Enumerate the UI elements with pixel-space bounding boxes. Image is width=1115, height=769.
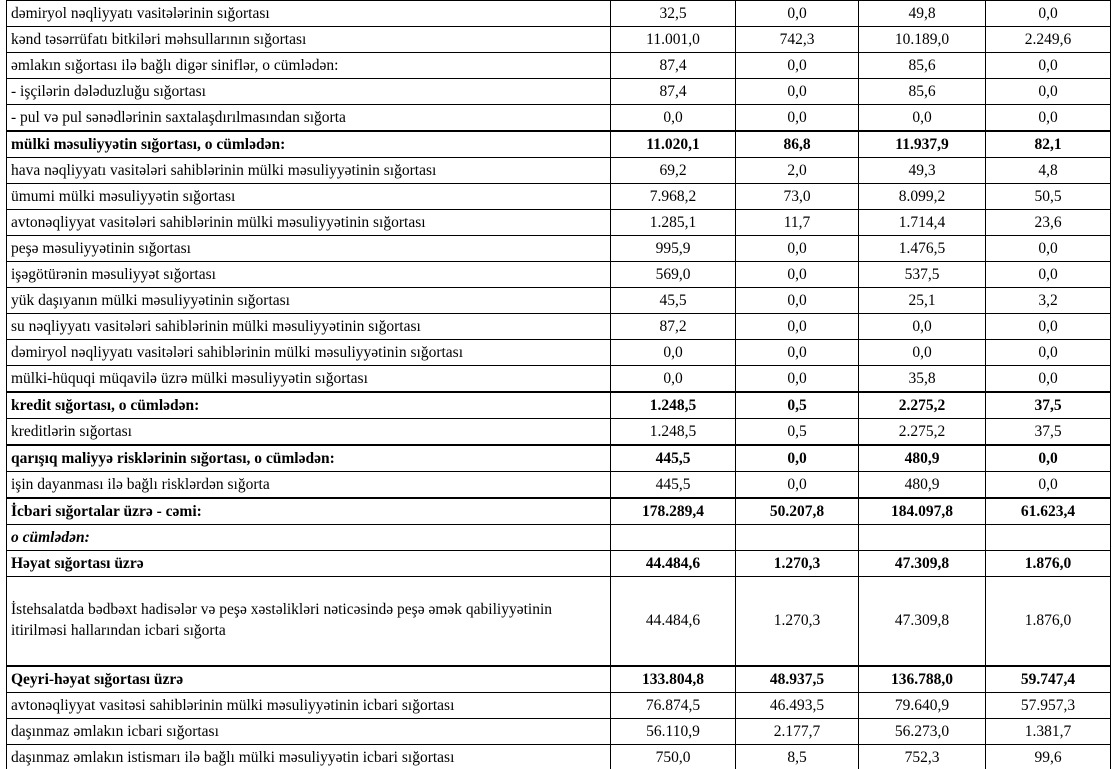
cell-value: 25,1 [859,288,986,314]
cell-value: 0,0 [736,1,859,27]
table-row [7,158,1111,184]
cell-value: 0,0 [986,1,1111,27]
cell-value: 45,5 [611,288,736,314]
cell-value: 1.248,5 [611,392,736,419]
cell-value: 742,3 [736,27,859,53]
row-label: qarışıq maliyyə risklərinin sığortası, o cümlədən: [7,445,611,472]
row-label: ümumi mülki məsuliyyətin sığortası [7,184,611,210]
cell-value: 49,3 [859,158,986,184]
cell-value: 47.309,8 [859,551,986,577]
cell-value: 750,0 [611,745,736,769]
row-label: mülki məsuliyyətin sığortası, o cümlədən: [7,131,611,158]
cell-value: 4,8 [986,158,1111,184]
cell-value: 2.177,7 [736,719,859,745]
cell-value: 11,7 [736,210,859,236]
insurance-statistics-table [6,0,1111,769]
cell-value: 0,0 [736,105,859,132]
cell-value: 0,5 [736,392,859,419]
cell-value: 1.285,1 [611,210,736,236]
cell-value: 480,9 [859,472,986,499]
row-label: - pul və pul sənədlərinin saxtalaşdırılmasından sığorta [7,105,611,132]
cell-value: 0,0 [986,236,1111,262]
cell-value: 0,0 [736,472,859,499]
cell-value: 10.189,0 [859,27,986,53]
row-label: su nəqliyyatı vasitələri sahiblərinin mülki məsuliyyətinin sığortası [7,314,611,340]
cell-value: 0,0 [986,472,1111,499]
cell-value: 0,0 [986,53,1111,79]
cell-value: 0,0 [736,79,859,105]
row-label: daşınmaz əmlakın icbari sığortası [7,719,611,745]
cell-value: 1.381,7 [986,719,1111,745]
table-row [7,79,1111,105]
cell-value: 37,5 [986,392,1111,419]
cell-value: 0,0 [736,340,859,366]
cell-value: 85,6 [859,53,986,79]
row-label: - işçilərin dələduzluğu sığortası [7,79,611,105]
cell-value: 8,5 [736,745,859,769]
table-row [7,445,1111,472]
cell-value: 82,1 [986,131,1111,158]
cell-value: 1.270,3 [736,577,859,667]
cell-value: 445,5 [611,472,736,499]
table-row [7,577,1111,667]
row-label: dəmiryol nəqliyyatı vasitələrinin sığortası [7,1,611,27]
cell-value: 35,8 [859,366,986,393]
cell-value: 2.249,6 [986,27,1111,53]
cell-value: 184.097,8 [859,498,986,525]
row-label: kənd təsərrüfatı bitkiləri məhsullarının sığortası [7,27,611,53]
cell-value: 11.937,9 [859,131,986,158]
cell-value: 87,4 [611,79,736,105]
table-row [7,745,1111,769]
cell-value: 37,5 [986,419,1111,446]
cell-value: 0,0 [986,79,1111,105]
cell-value: 0,0 [736,314,859,340]
table-row [7,131,1111,158]
cell-value: 0,0 [859,105,986,132]
cell-value: 0,0 [736,262,859,288]
cell-value: 0,0 [986,445,1111,472]
cell-value: 0,0 [986,340,1111,366]
row-label: yük daşıyanın mülki məsuliyyətinin sığortası [7,288,611,314]
cell-value: 57.957,3 [986,693,1111,719]
cell-value: 7.968,2 [611,184,736,210]
row-label: İcbari sığortalar üzrə - cəmi: [7,498,611,525]
row-label: Qeyri-həyat sığortası üzrə [7,666,611,693]
cell-value: 44.484,6 [611,551,736,577]
table-row [7,1,1111,27]
cell-value: 0,0 [986,366,1111,393]
row-label: peşə məsuliyyətinin sığortası [7,236,611,262]
cell-value: 32,5 [611,1,736,27]
cell-value: 48.937,5 [736,666,859,693]
cell-value: 1.270,3 [736,551,859,577]
cell-value: 0,0 [986,105,1111,132]
table-row [7,551,1111,577]
cell-value: 23,6 [986,210,1111,236]
table-row [7,419,1111,446]
cell-value: 0,0 [611,105,736,132]
cell-value: 178.289,4 [611,498,736,525]
cell-value: 1.476,5 [859,236,986,262]
cell-value: 0,5 [736,419,859,446]
insurance-table-body [7,1,1111,769]
cell-value: 752,3 [859,745,986,769]
cell-value: 50,5 [986,184,1111,210]
table-row [7,719,1111,745]
row-label: kreditlərin sığortası [7,419,611,446]
cell-value: 0,0 [611,366,736,393]
cell-value: 1.876,0 [986,551,1111,577]
cell-value: 1.876,0 [986,577,1111,667]
cell-value: 44.484,6 [611,577,736,667]
cell-value: 445,5 [611,445,736,472]
cell-value: 0,0 [736,366,859,393]
cell-value: 87,4 [611,53,736,79]
table-row [7,27,1111,53]
table-row [7,472,1111,499]
table-row [7,666,1111,693]
cell-value: 59.747,4 [986,666,1111,693]
cell-value: 85,6 [859,79,986,105]
table-row [7,210,1111,236]
cell-value: 3,2 [986,288,1111,314]
table-row [7,366,1111,393]
row-label: kredit sığortası, o cümlədən: [7,392,611,419]
cell-value: 11.001,0 [611,27,736,53]
cell-value: 136.788,0 [859,666,986,693]
cell-value: 8.099,2 [859,184,986,210]
row-label: mülki-hüquqi müqavilə üzrə mülki məsuliyyətin sığortası [7,366,611,393]
cell-value: 99,6 [986,745,1111,769]
table-row [7,262,1111,288]
cell-value: 569,0 [611,262,736,288]
cell-value: 69,2 [611,158,736,184]
row-label: avtonəqliyyat vasitələri sahiblərinin mülki məsuliyyətinin sığortası [7,210,611,236]
cell-value: 1.714,4 [859,210,986,236]
cell-value: 1.248,5 [611,419,736,446]
cell-value: 46.493,5 [736,693,859,719]
table-row [7,525,1111,551]
row-label: işəgötürənin məsuliyyət sığortası [7,262,611,288]
row-label: o cümlədən: [7,525,611,551]
table-row [7,236,1111,262]
table-row [7,340,1111,366]
cell-value: 2.275,2 [859,392,986,419]
row-label: İstehsalatda bədbəxt hadisələr və peşə xəstəlikləri nəticəsində peşə əmək qabiliyyətinin itirilməsi hallarından icbari sığorta [7,577,611,667]
table-row [7,105,1111,132]
cell-value: 50.207,8 [736,498,859,525]
cell-value: 995,9 [611,236,736,262]
cell-value: 87,2 [611,314,736,340]
row-label: hava nəqliyyatı vasitələri sahiblərinin mülki məsuliyyətinin sığortası [7,158,611,184]
cell-value: 49,8 [859,1,986,27]
cell-value: 0,0 [736,53,859,79]
cell-value: 480,9 [859,445,986,472]
cell-value: 0,0 [736,288,859,314]
cell-value: 56.110,9 [611,719,736,745]
cell-value [859,525,986,551]
cell-value: 0,0 [611,340,736,366]
cell-value: 537,5 [859,262,986,288]
cell-value: 79.640,9 [859,693,986,719]
table-row [7,392,1111,419]
table-row [7,314,1111,340]
cell-value: 86,8 [736,131,859,158]
table-row [7,288,1111,314]
cell-value: 61.623,4 [986,498,1111,525]
cell-value: 76.874,5 [611,693,736,719]
row-label: işin dayanması ilə bağlı risklərdən sığorta [7,472,611,499]
cell-value: 0,0 [736,236,859,262]
table-row [7,693,1111,719]
cell-value: 0,0 [986,262,1111,288]
cell-value: 2.275,2 [859,419,986,446]
cell-value: 11.020,1 [611,131,736,158]
row-label: daşınmaz əmlakın istismarı ilə bağlı mülki məsuliyyətin icbari sığortası [7,745,611,769]
table-row [7,184,1111,210]
row-label: avtonəqliyyat vasitəsi sahiblərinin mülki məsuliyyətinin icbari sığortası [7,693,611,719]
cell-value [986,525,1111,551]
table-row [7,498,1111,525]
cell-value: 47.309,8 [859,577,986,667]
table-row [7,53,1111,79]
row-label: Həyat sığortası üzrə [7,551,611,577]
row-label: dəmiryol nəqliyyatı vasitələri sahiblərinin mülki məsuliyyətinin sığortası [7,340,611,366]
cell-value: 56.273,0 [859,719,986,745]
row-label: əmlakın sığortası ilə bağlı digər siniflər, o cümlədən: [7,53,611,79]
cell-value: 133.804,8 [611,666,736,693]
cell-value: 0,0 [986,314,1111,340]
cell-value [611,525,736,551]
cell-value: 0,0 [736,445,859,472]
cell-value: 73,0 [736,184,859,210]
cell-value: 0,0 [859,340,986,366]
cell-value: 0,0 [859,314,986,340]
cell-value [736,525,859,551]
cell-value: 2,0 [736,158,859,184]
